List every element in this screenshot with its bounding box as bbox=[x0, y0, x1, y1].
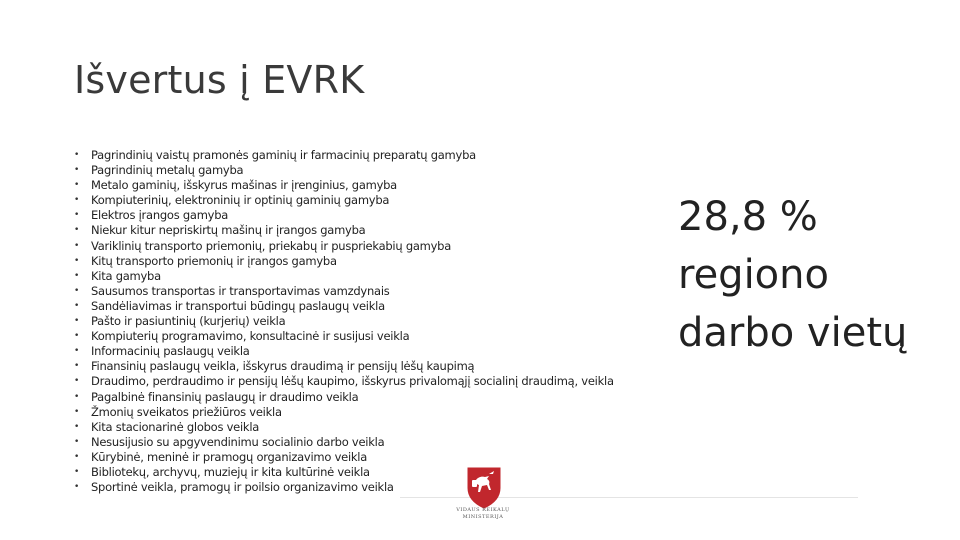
logo-caption-line2: MINISTERIJA bbox=[462, 514, 504, 520]
list-item-text: Kita gamyba bbox=[91, 268, 161, 283]
list-item bbox=[74, 178, 634, 193]
list-item bbox=[74, 269, 634, 284]
list-item-text: Bibliotekų, archyvų, muziejų ir kita kultūrinė veikla bbox=[91, 464, 370, 479]
logo-caption bbox=[428, 507, 538, 521]
list-item bbox=[74, 390, 634, 405]
bullet-marker: • bbox=[74, 165, 80, 176]
list-item-text: Pagalbinė finansinių paslaugų ir draudimo veikla bbox=[91, 389, 359, 404]
bullet-marker: • bbox=[74, 270, 80, 281]
bullet-marker: • bbox=[74, 150, 80, 160]
list-item bbox=[74, 329, 634, 344]
bullet-marker: • bbox=[74, 361, 80, 372]
bullet-marker: • bbox=[74, 391, 80, 402]
bullet-marker: • bbox=[74, 466, 80, 477]
list-item-text: Žmonių sveikatos priežiūros veikla bbox=[91, 404, 282, 419]
list-item-text: Nesusijusio su apgyvendinimu socialinio darbo veikla bbox=[91, 434, 385, 449]
list-item bbox=[74, 344, 634, 359]
list-item bbox=[74, 374, 634, 389]
list-item-text: Kompiuterių programavimo, konsultacinė ir susijusi veikla bbox=[91, 329, 410, 344]
bullet-marker: • bbox=[74, 300, 80, 311]
list-item-text: Informacinių paslaugų veikla bbox=[91, 344, 250, 359]
stat-callout bbox=[678, 188, 907, 362]
slide-title: Išvertus į EVRK bbox=[74, 58, 365, 102]
bullet-marker: • bbox=[74, 482, 80, 493]
list-item-text: Pagrindinių vaistų pramonės gaminių ir farmacinių preparatų gamyba bbox=[91, 148, 476, 162]
list-item bbox=[74, 450, 634, 465]
bullet-marker: • bbox=[74, 376, 80, 387]
list-item-text: Pagrindinių metalų gamyba bbox=[91, 163, 244, 178]
bullet-marker: • bbox=[74, 406, 80, 417]
list-item bbox=[74, 299, 634, 314]
bullet-list bbox=[74, 148, 634, 495]
list-item-text: Variklinių transporto priemonių, priekabų ir puspriekabių gamyba bbox=[91, 238, 452, 253]
list-item-text: Kita stacionarinė globos veikla bbox=[91, 419, 260, 434]
list-item bbox=[74, 420, 634, 435]
stat-label-line2: darbo vietų bbox=[678, 310, 908, 356]
bullet-marker: • bbox=[74, 451, 80, 462]
bullet-marker: • bbox=[74, 436, 80, 447]
logo-caption-line1: VIDAUS REIKALŲ bbox=[456, 507, 510, 513]
bullet-marker: • bbox=[74, 421, 80, 432]
list-item bbox=[74, 223, 634, 238]
bullet-marker: • bbox=[74, 210, 80, 221]
bullet-marker: • bbox=[74, 180, 80, 191]
list-item bbox=[74, 163, 634, 178]
list-item bbox=[74, 359, 634, 374]
list-item-text: Kūrybinė, meninė ir pramogų organizavimo veikla bbox=[91, 449, 368, 464]
list-item bbox=[74, 314, 634, 329]
bullet-marker: • bbox=[74, 285, 80, 296]
list-item-text: Sandėliavimas ir transportui būdingų paslaugų veikla bbox=[91, 298, 385, 313]
bullet-marker: • bbox=[74, 195, 80, 206]
list-item-text: Pašto ir pasiuntinių (kurjerių) veikla bbox=[91, 314, 286, 329]
bullet-marker: • bbox=[74, 331, 80, 342]
list-item bbox=[74, 208, 634, 223]
list-item bbox=[74, 284, 634, 299]
bullet-marker: • bbox=[74, 346, 80, 357]
list-item bbox=[74, 254, 634, 269]
list-item bbox=[74, 193, 634, 208]
list-item-text: Sausumos transportas ir transportavimas vamzdynais bbox=[91, 283, 390, 298]
list-item-text: Finansinių paslaugų veikla, išskyrus draudimą ir pensijų lėšų kaupimą bbox=[91, 359, 475, 374]
list-item bbox=[74, 435, 634, 450]
list-item bbox=[74, 480, 634, 495]
stat-value: 28,8 % bbox=[678, 194, 818, 240]
list-item-text: Niekur kitur nepriskirtų mašinų ir įrangos gamyba bbox=[91, 223, 366, 238]
list-item-text: Elektros įrangos gamyba bbox=[91, 208, 229, 223]
list-item-text: Draudimo, perdraudimo ir pensijų lėšų kaupimo, išskyrus privalomąjį socialinį draudimą, veikla bbox=[91, 374, 614, 389]
list-item-text: Kompiuterinių, elektroninių ir optinių gaminių gamyba bbox=[91, 193, 390, 208]
list-item bbox=[74, 465, 634, 480]
bullet-marker: • bbox=[74, 316, 80, 327]
list-item-text: Metalo gaminių, išskyrus mašinas ir įrenginius, gamyba bbox=[91, 178, 397, 193]
list-item bbox=[74, 239, 634, 254]
bullet-marker: • bbox=[74, 240, 80, 251]
list-item-text: Kitų transporto priemonių ir įrangos gamyba bbox=[91, 253, 337, 268]
bullet-marker: • bbox=[74, 255, 80, 266]
list-item-text: Sportinė veikla, pramogų ir poilsio organizavimo veikla bbox=[91, 480, 394, 495]
list-item bbox=[74, 148, 634, 163]
bullet-marker: • bbox=[74, 225, 80, 236]
list-item bbox=[74, 405, 634, 420]
stat-label-line1: regiono bbox=[678, 252, 829, 298]
